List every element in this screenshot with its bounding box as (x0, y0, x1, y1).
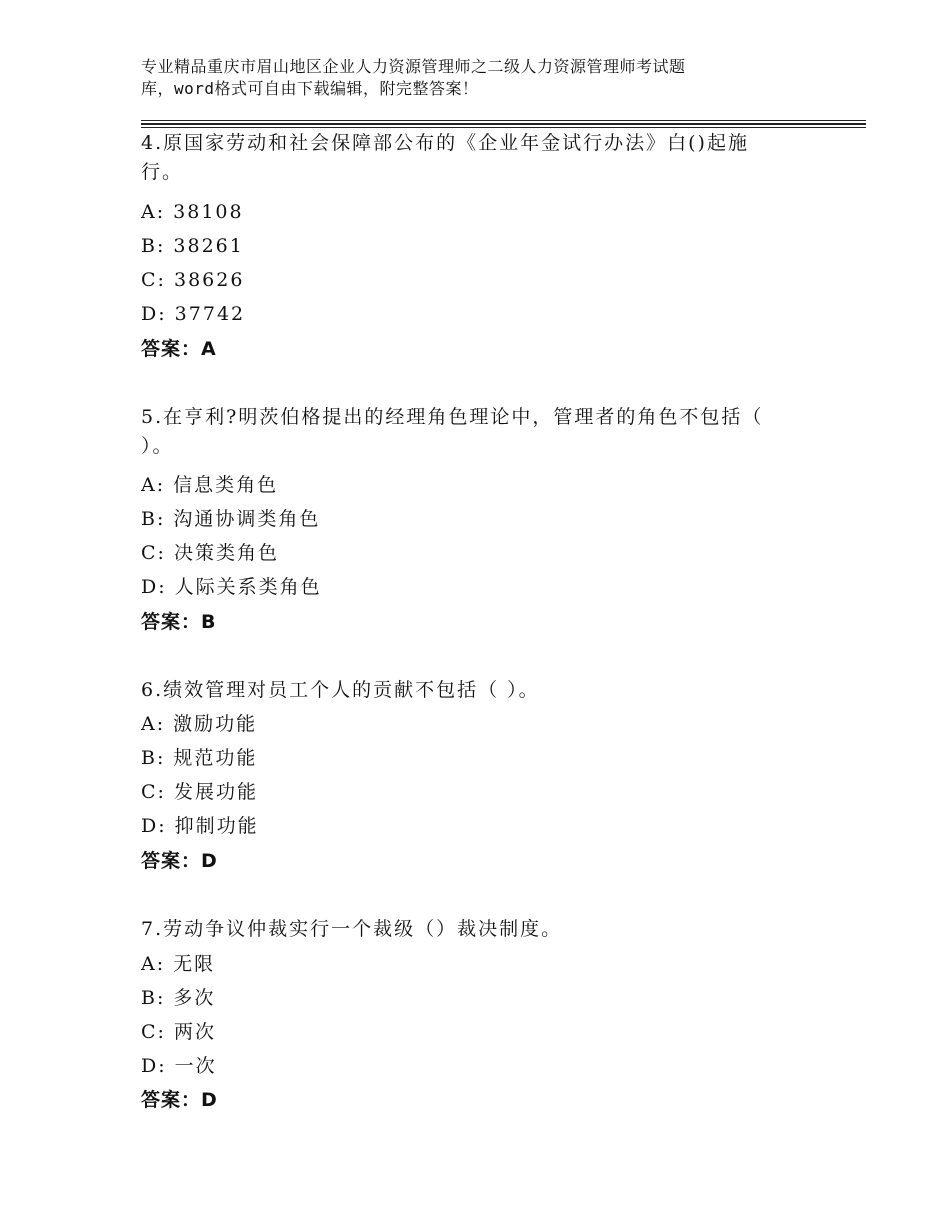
header-title-line1: 专业精品重庆市眉山地区企业人力资源管理师之二级人力资源管理师考试题 (141, 57, 686, 76)
question-5-option-b: B: 沟通协调类角色 (141, 508, 321, 530)
question-7-option-b: B: 多次 (141, 987, 216, 1009)
question-5-option-d: D: 人际关系类角色 (141, 576, 322, 598)
question-6-option-b: B: 规范功能 (141, 747, 258, 769)
question-4-answer: 答案：A (141, 338, 217, 360)
question-7-option-d: D: 一次 (141, 1055, 217, 1077)
question-5-text (141, 403, 781, 461)
question-5-option-c: C: 决策类角色 (141, 542, 279, 564)
question-5-text-line1: 5.在亨利?明茨伯格提出的经理角色理论中，管理者的角色不包括（ (141, 406, 764, 428)
question-5-text-line2: ）。 (141, 435, 174, 457)
question-6-text: 6.绩效管理对员工个人的贡献不包括（ ）。 (141, 679, 540, 701)
question-6-option-c: C: 发展功能 (141, 781, 258, 803)
question-6-answer: 答案：D (141, 850, 218, 872)
question-6-option-a: A: 激励功能 (141, 713, 258, 735)
question-4-option-b: B: 38261 (141, 235, 244, 257)
question-4-option-a: A: 38108 (141, 201, 244, 223)
header-title-line2: 库，word格式可自由下载编辑，附完整答案！ (141, 79, 479, 98)
question-4-text-line1: 4.原国家劳动和社会保障部公布的《企业年金试行办法》白()起施 (141, 132, 749, 154)
question-4-text-line2: 行。 (141, 161, 184, 183)
question-7-option-a: A: 无限 (141, 953, 216, 975)
question-6-option-d: D: 抑制功能 (141, 815, 259, 837)
question-7-text: 7.劳动争议仲裁实行一个裁级（）裁决制度。 (141, 918, 563, 940)
question-7-option-c: C: 两次 (141, 1021, 216, 1043)
question-7-answer: 答案：D (141, 1089, 218, 1111)
header-rule-thick (141, 123, 866, 125)
question-4-text (141, 129, 781, 187)
question-5-answer: 答案：B (141, 611, 217, 633)
header-rule-thin-bottom (141, 127, 866, 128)
document-header (141, 56, 781, 100)
question-4-option-d: D: 37742 (141, 303, 246, 325)
question-4-option-c: C: 38626 (141, 269, 245, 291)
header-rule-thin-top (141, 120, 866, 121)
question-5-option-a: A: 信息类角色 (141, 474, 279, 496)
